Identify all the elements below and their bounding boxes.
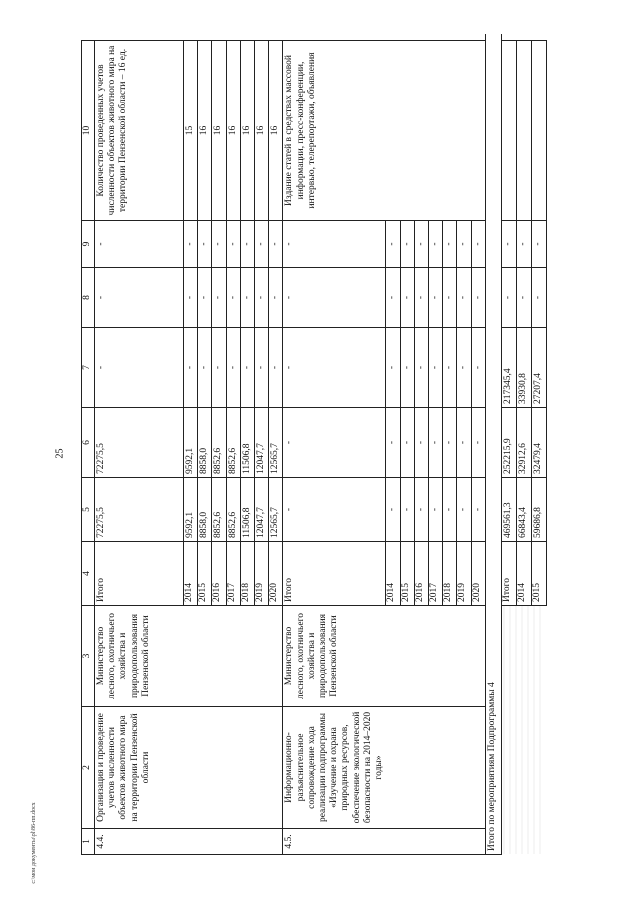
- header-cell: 3: [82, 606, 95, 707]
- value-cell: -: [531, 221, 546, 268]
- separator-cell: [516, 35, 531, 41]
- value-cell: 12047,7: [255, 408, 269, 478]
- value-cell: -: [95, 268, 184, 328]
- footer-file-path: c:\мои документы\pl\86-пп.docx: [31, 802, 37, 884]
- year-label: 2016: [414, 542, 428, 606]
- value-cell: -: [457, 221, 471, 268]
- activity-name: Информационно-разъяснительное сопровождение хода реализации подпрограммы «Изучение и охрана природных ресурсов, обеспечение экологической безопасности на 2014–2020 годы»: [283, 707, 485, 829]
- page-number: 25: [54, 448, 66, 459]
- value-cell: 16: [226, 41, 240, 221]
- header-cell: 5: [82, 478, 95, 542]
- value-cell: -: [386, 221, 400, 268]
- value-cell: -: [516, 268, 531, 328]
- value-cell: -: [226, 221, 240, 268]
- value-cell: 16: [269, 41, 283, 221]
- value-cell: -: [429, 268, 443, 328]
- header-cell: 1: [82, 829, 95, 855]
- value-cell: -: [240, 328, 254, 408]
- row-4-4-total: [95, 35, 184, 855]
- value-cell: -: [457, 478, 471, 542]
- value-cell: -: [400, 328, 414, 408]
- blank-cell: [516, 41, 531, 221]
- header-cell: 4: [82, 542, 95, 606]
- value-cell: -: [212, 221, 226, 268]
- value-cell: -: [240, 221, 254, 268]
- year-label: 2014: [386, 542, 400, 606]
- value-cell: -: [184, 268, 198, 328]
- value-cell: -: [240, 268, 254, 328]
- value-cell: 59686,8: [531, 478, 546, 542]
- executor: Министерство лесного, охотничьего хозяйства и природопользования Пензенской области: [95, 606, 283, 707]
- value-cell: -: [255, 221, 269, 268]
- value-cell: -: [501, 221, 516, 268]
- value-cell: -: [198, 268, 212, 328]
- value-cell: 8852,6: [226, 408, 240, 478]
- value-cell: 72275,5: [95, 478, 184, 542]
- value-cell: -: [429, 221, 443, 268]
- value-cell: 32479,4: [531, 408, 546, 478]
- value-cell: -: [184, 328, 198, 408]
- separator-cell: [531, 35, 546, 41]
- year-label: 2014: [516, 542, 531, 606]
- subprogram-total-label-row: [485, 35, 501, 855]
- value-cell: -: [429, 328, 443, 408]
- value-cell: -: [95, 328, 184, 408]
- header-cell: 10: [82, 41, 95, 221]
- activity-name: Организация и проведение учетов численности объектов животного мира на территории Пензенской области: [95, 707, 283, 829]
- row-number: 4.4.: [95, 829, 283, 855]
- value-cell: -: [283, 478, 386, 542]
- value-cell: -: [212, 268, 226, 328]
- header-cell: 7: [82, 328, 95, 408]
- year-label: 2019: [255, 542, 269, 606]
- blank-cell: [501, 606, 546, 855]
- year-label: 2018: [240, 542, 254, 606]
- value-cell: -: [283, 408, 386, 478]
- value-cell: 469561,3: [501, 478, 516, 542]
- header-cell: 8: [82, 268, 95, 328]
- value-cell: -: [386, 408, 400, 478]
- separator-cell: [184, 35, 198, 41]
- value-cell: 8852,6: [212, 478, 226, 542]
- year-label: 2018: [443, 542, 457, 606]
- value-cell: 12047,7: [255, 478, 269, 542]
- value-cell: -: [414, 221, 428, 268]
- separator-cell: [269, 35, 283, 41]
- value-cell: 8858,0: [198, 478, 212, 542]
- value-cell: -: [386, 268, 400, 328]
- value-cell: -: [414, 408, 428, 478]
- header-row: [82, 35, 95, 855]
- value-cell: 33930,8: [516, 328, 531, 408]
- year-label: 2020: [471, 542, 485, 606]
- separator-cell: [471, 35, 485, 41]
- value-cell: -: [386, 478, 400, 542]
- value-cell: -: [283, 268, 386, 328]
- separator-cell: [212, 35, 226, 41]
- value-cell: -: [414, 268, 428, 328]
- value-cell: -: [269, 268, 283, 328]
- value-cell: -: [400, 478, 414, 542]
- value-cell: -: [443, 268, 457, 328]
- separator-cell: [240, 35, 254, 41]
- value-cell: -: [429, 478, 443, 542]
- value-cell: 16: [240, 41, 254, 221]
- year-label: Итого: [95, 542, 184, 606]
- value-cell: 16: [255, 41, 269, 221]
- value-cell: -: [414, 328, 428, 408]
- value-cell: -: [283, 221, 386, 268]
- year-label: 2015: [400, 542, 414, 606]
- value-cell: -: [471, 268, 485, 328]
- separator-cell: [501, 35, 516, 41]
- separator-cell: [198, 35, 212, 41]
- value-cell: -: [400, 221, 414, 268]
- value-cell: 16: [198, 41, 212, 221]
- separator-cell: [443, 35, 457, 41]
- value-cell: -: [443, 478, 457, 542]
- value-cell: 217345,4: [501, 328, 516, 408]
- blank-cell: [501, 41, 516, 221]
- value-cell: -: [400, 268, 414, 328]
- year-label: Итого: [283, 542, 386, 606]
- value-cell: 72275,5: [95, 408, 184, 478]
- separator-cell: [400, 35, 414, 41]
- value-cell: 27207,4: [531, 328, 546, 408]
- separator-cell: [255, 35, 269, 41]
- separator-cell: [283, 35, 386, 41]
- value-cell: -: [226, 268, 240, 328]
- header-cell: 9: [82, 221, 95, 268]
- value-cell: 8852,6: [226, 478, 240, 542]
- year-label: 2015: [198, 542, 212, 606]
- value-cell: -: [400, 408, 414, 478]
- year-label: 2017: [226, 542, 240, 606]
- value-cell: 66843,4: [516, 478, 531, 542]
- value-cell: -: [531, 268, 546, 328]
- value-cell: -: [471, 328, 485, 408]
- rotated-table-region: [81, 35, 586, 855]
- value-cell: 12565,7: [269, 478, 283, 542]
- table-body: [82, 35, 547, 855]
- value-cell: -: [457, 268, 471, 328]
- value-cell: -: [95, 221, 184, 268]
- value-cell: -: [457, 328, 471, 408]
- value-cell: 9592,1: [184, 408, 198, 478]
- year-label: 2015: [531, 542, 546, 606]
- indicator-text: Издание статей в средствах массовой информации, пресс-конференции, интервью, телерепортажи, объявления: [283, 41, 485, 221]
- value-cell: -: [198, 328, 212, 408]
- blank-cell: [531, 41, 546, 221]
- value-cell: 12565,7: [269, 408, 283, 478]
- value-cell: 11506,8: [240, 478, 254, 542]
- value-cell: 11506,8: [240, 408, 254, 478]
- value-cell: -: [443, 408, 457, 478]
- indicator-text: Количество проведенных учетов численности объектов животного мира на территории Пензенской области – 16 ед.: [95, 41, 184, 221]
- value-cell: -: [471, 478, 485, 542]
- subprogram-total-row: [501, 35, 516, 855]
- value-cell: -: [269, 328, 283, 408]
- value-cell: -: [457, 408, 471, 478]
- value-cell: 252215,9: [501, 408, 516, 478]
- year-label: 2019: [457, 542, 471, 606]
- value-cell: 32912,6: [516, 408, 531, 478]
- subprogram-total-label: Итого по мероприятиям Подпрограммы 4: [485, 35, 501, 855]
- value-cell: -: [212, 328, 226, 408]
- value-cell: -: [283, 328, 386, 408]
- row-number: 4.5.: [283, 829, 485, 855]
- year-label: 2016: [212, 542, 226, 606]
- value-cell: -: [429, 408, 443, 478]
- subprogram-table: [81, 35, 547, 856]
- separator-cell: [414, 35, 428, 41]
- value-cell: -: [255, 268, 269, 328]
- separator-cell: [226, 35, 240, 41]
- separator-cell: [82, 35, 95, 41]
- value-cell: -: [501, 268, 516, 328]
- value-cell: -: [386, 328, 400, 408]
- separator-cell: [95, 35, 184, 41]
- value-cell: -: [443, 221, 457, 268]
- executor: Министерство лесного, охотничьего хозяйства и природопользования Пензенской области: [283, 606, 485, 707]
- value-cell: -: [471, 408, 485, 478]
- header-cell: 2: [82, 707, 95, 829]
- value-cell: -: [414, 478, 428, 542]
- value-cell: 16: [212, 41, 226, 221]
- year-label: 2020: [269, 542, 283, 606]
- value-cell: -: [443, 328, 457, 408]
- separator-cell: [457, 35, 471, 41]
- value-cell: -: [184, 221, 198, 268]
- value-cell: -: [269, 221, 283, 268]
- value-cell: 8852,6: [212, 408, 226, 478]
- value-cell: -: [516, 221, 531, 268]
- separator-cell: [429, 35, 443, 41]
- value-cell: -: [226, 328, 240, 408]
- value-cell: 8858,0: [198, 408, 212, 478]
- value-cell: -: [471, 221, 485, 268]
- value-cell: -: [255, 328, 269, 408]
- value-cell: 9592,1: [184, 478, 198, 542]
- year-label: 2014: [184, 542, 198, 606]
- value-cell: -: [198, 221, 212, 268]
- year-label: Итого: [501, 542, 516, 606]
- value-cell: 15: [184, 41, 198, 221]
- year-label: 2017: [429, 542, 443, 606]
- row-4-5-total: [283, 35, 386, 855]
- header-cell: 6: [82, 408, 95, 478]
- separator-cell: [386, 35, 400, 41]
